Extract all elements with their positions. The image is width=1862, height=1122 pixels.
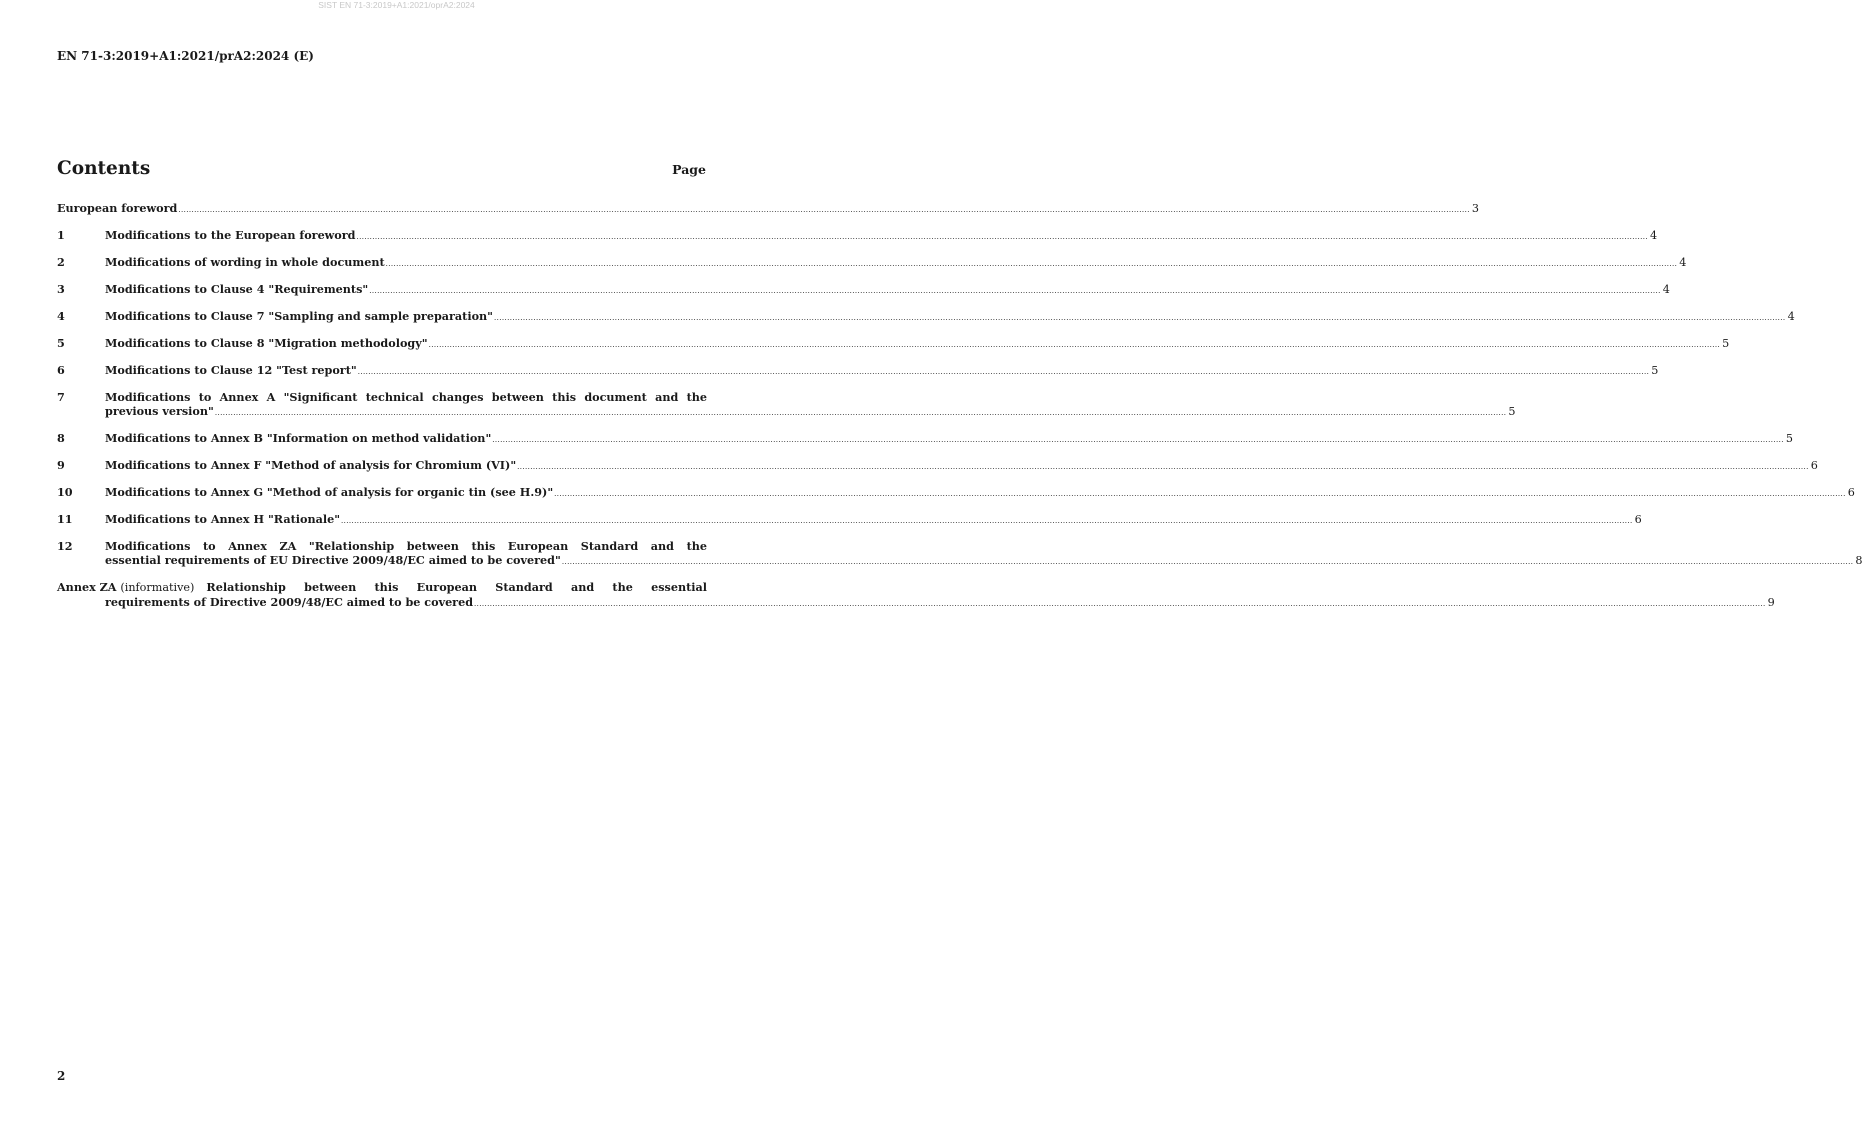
document-header: EN 71-3:2019+A1:2021/prA2:2024 (E)	[57, 49, 314, 63]
toc-entry-page: 4	[1650, 229, 1658, 242]
toc-entry-number: 3	[57, 282, 65, 296]
toc-entry-page: 4	[1679, 256, 1687, 269]
toc-entry-number: 2	[57, 255, 65, 269]
toc-entry-title: Modifications to Annex B "Information on method validation"	[105, 431, 492, 445]
toc-entry-number: 11	[57, 512, 73, 526]
toc-entry-5[interactable]	[57, 336, 1730, 352]
dot-leader: ............................................................................................................................................................................................................................................................................................................................................................................................................................................................................................................	[214, 409, 1507, 417]
annex-qualifier: (informative)	[120, 581, 195, 594]
toc-entry-title-line1: Modifications to Annex ZA "Relationship between this European Standard and the	[105, 539, 707, 553]
contents-title: Contents	[57, 158, 151, 179]
dot-leader: ............................................................................................................................................................................................................................................................................................................................................................................................................................................................................................................	[356, 233, 1649, 241]
toc-entry-page: 6	[1847, 486, 1855, 499]
toc-entry-page: 4	[1662, 283, 1670, 296]
dot-leader: ............................................................................................................................................................................................................................................................................................................................................................................................................................................................................................................	[517, 463, 1809, 471]
dot-leader: ............................................................................................................................................................................................................................................................................................................................................................................................................................................................................................................	[178, 206, 1470, 214]
dot-leader: ............................................................................................................................................................................................................................................................................................................................................................................................................................................................................................................	[494, 314, 1786, 322]
toc-entry-title: Modifications to Annex H "Rationale"	[105, 512, 341, 526]
toc-entry-title-line1: Modifications to Annex A "Significant technical changes between this document and the	[105, 390, 707, 404]
toc-entry-title-line2: previous version"	[105, 404, 214, 418]
dot-leader: ............................................................................................................................................................................................................................................................................................................................................................................................................................................................................................................	[369, 287, 1661, 295]
toc-entry-title: European foreword	[57, 201, 178, 215]
toc-entry-3[interactable]	[57, 282, 1670, 298]
toc-entry-title-line2: requirements of Directive 2009/48/EC aimed to be covered	[105, 595, 474, 609]
page-column-label: Page	[672, 162, 706, 177]
toc-entry-page: 4	[1787, 310, 1795, 323]
dot-leader: ............................................................................................................................................................................................................................................................................................................................................................................................................................................................................................................	[357, 368, 1650, 376]
toc-entry-9[interactable]	[57, 458, 1818, 474]
toc-entry-title: Modifications to Clause 8 "Migration methodology"	[105, 336, 428, 350]
toc-entry-annex-za[interactable]	[57, 580, 1775, 611]
watermark: SIST EN 71-3:2019+A1:2021/oprA2:2024	[318, 0, 475, 10]
toc-entry-page: 9	[1767, 596, 1775, 609]
toc-entry-1[interactable]	[57, 228, 1658, 244]
toc-entry-title: Modifications to Clause 12 "Test report"	[105, 363, 357, 377]
toc-entry-page: 5	[1722, 337, 1730, 350]
toc-entry-12[interactable]	[57, 539, 1862, 569]
toc-entry-page: 3	[1471, 202, 1480, 215]
dot-leader: ............................................................................................................................................................................................................................................................................................................................................................................................................................................................................................................	[428, 341, 1721, 349]
toc-entry-page: 8	[1855, 554, 1862, 567]
toc-entry-number: 12	[57, 539, 73, 553]
toc-entry-4[interactable]	[57, 309, 1795, 325]
toc-entry-number: 1	[57, 228, 65, 242]
toc-entry-page: 6	[1634, 513, 1642, 526]
toc-entry-title: Modifications to Clause 4 "Requirements"	[105, 282, 369, 296]
dot-leader: ............................................................................................................................................................................................................................................................................................................................................................................................................................................................................................................	[554, 490, 1846, 498]
toc-entry-number: 6	[57, 363, 65, 377]
annex-label: Annex ZA	[57, 580, 117, 594]
contents-heading-row	[57, 158, 706, 179]
page-number: 2	[57, 1069, 66, 1083]
toc-entry-title: Modifications to Annex G "Method of analysis for organic tin (see H.9)"	[105, 485, 554, 499]
dot-leader: ............................................................................................................................................................................................................................................................................................................................................................................................................................................................................................................	[474, 600, 1766, 608]
toc-entry-number: 4	[57, 309, 65, 323]
dot-leader: ............................................................................................................................................................................................................................................................................................................................................................................................................................................................................................................	[492, 436, 1784, 444]
toc-entry-page: 6	[1810, 459, 1818, 472]
toc-entry-title: Modifications to Annex F "Method of analysis for Chromium (VI)"	[105, 458, 517, 472]
toc-entry-number: 10	[57, 485, 73, 499]
toc-entry-10[interactable]	[57, 485, 1855, 501]
toc-entry-foreword[interactable]	[57, 201, 1480, 217]
toc-entry-6[interactable]	[57, 363, 1659, 379]
toc-entry-page: 5	[1785, 432, 1793, 445]
toc-entry-number: 8	[57, 431, 65, 445]
toc-entry-number: 7	[57, 390, 65, 404]
dot-leader: ............................................................................................................................................................................................................................................................................................................................................................................................................................................................................................................	[561, 558, 1854, 566]
toc-entry-number: 9	[57, 458, 65, 472]
toc-entry-11[interactable]	[57, 512, 1642, 528]
dot-leader: ............................................................................................................................................................................................................................................................................................................................................................................................................................................................................................................	[341, 517, 1633, 525]
toc-entry-title: Modifications to the European foreword	[105, 228, 356, 242]
toc-entry-title-line1: Relationship between this European Standard and the essential	[206, 580, 707, 594]
toc-entry-page: 5	[1651, 364, 1659, 377]
toc-entry-number: 5	[57, 336, 65, 350]
dot-leader: ............................................................................................................................................................................................................................................................................................................................................................................................................................................................................................................	[385, 260, 1678, 268]
toc-entry-8[interactable]	[57, 431, 1793, 447]
toc-entry-2[interactable]	[57, 255, 1687, 271]
toc-entry-title-line2: essential requirements of EU Directive 2009/48/EC aimed to be covered"	[105, 553, 561, 567]
toc-entry-page: 5	[1508, 405, 1516, 418]
table-of-contents	[57, 201, 1862, 622]
toc-entry-7[interactable]	[57, 390, 1516, 420]
toc-entry-title: Modifications of wording in whole document	[105, 255, 385, 269]
toc-entry-title: Modifications to Clause 7 "Sampling and sample preparation"	[105, 309, 494, 323]
